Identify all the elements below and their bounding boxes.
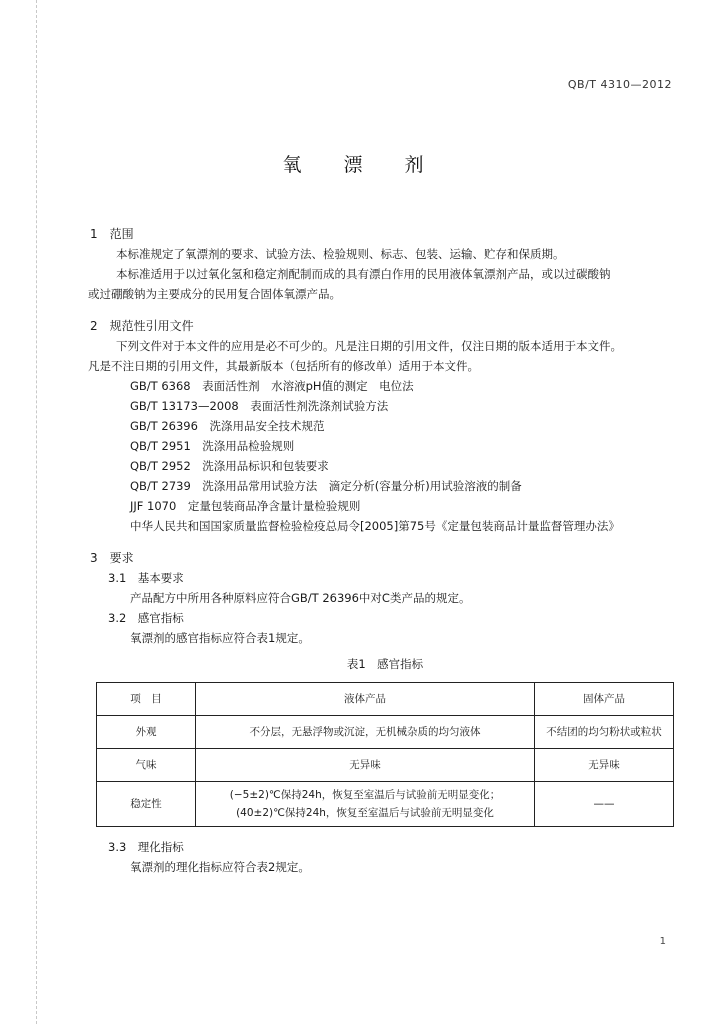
table-row (97, 749, 674, 782)
section-1-heading: 1 范围 (90, 227, 134, 241)
reference-item: QB/T 2951 洗涤用品检验规则 (130, 439, 295, 453)
section-3-3-body: 氧漂剂的理化指标应符合表2规定。 (130, 860, 310, 874)
table-row (97, 782, 674, 827)
section-3-1-body: 产品配方中所用各种原料应符合GB/T 26396中对C类产品的规定。 (130, 591, 471, 605)
section-1-paragraph-1: 本标准规定了氧漂剂的要求、试验方法、检验规则、标志、包装、运输、贮存和保质期。 (116, 247, 565, 261)
row-item: 气味 (97, 749, 196, 782)
section-3-heading: 3 要求 (90, 551, 134, 565)
standard-code: QB/T 4310—2012 (567, 78, 672, 91)
section-3-2-heading: 3.2 感官指标 (108, 611, 184, 625)
section-3-1-heading: 3.1 基本要求 (108, 571, 184, 585)
sensory-index-table (96, 682, 674, 827)
table-header-row (97, 683, 674, 716)
row-liquid: 不分层，无悬浮物或沉淀，无机械杂质的均匀液体 (196, 716, 535, 749)
document-title: 氧 漂 剂 (282, 154, 442, 176)
section-3-2-body: 氧漂剂的感官指标应符合表1规定。 (130, 631, 310, 645)
header-solid: 固体产品 (535, 683, 674, 716)
stability-line-1: (−5±2)℃保持24h，恢复至室温后与试验前无明显变化； (229, 789, 501, 801)
reference-item: JJF 1070 定量包装商品净含量计量检验规则 (130, 499, 361, 513)
header-liquid: 液体产品 (196, 683, 535, 716)
document-body (90, 224, 680, 877)
reference-item: 中华人民共和国国家质量监督检验检疫总局令[2005]第75号《定量包装商品计量监督管理办法》 (130, 519, 620, 533)
row-solid: —— (535, 782, 674, 827)
reference-item: QB/T 2952 洗涤用品标识和包装要求 (130, 459, 329, 473)
section-2-intro-a: 下列文件对于本文件的应用是必不可少的。凡是注日期的引用文件，仅注日期的版本适用于本文件。 (116, 339, 622, 353)
section-1-paragraph-2b: 或过硼酸钠为主要成分的民用复合固体氧漂产品。 (88, 287, 341, 301)
row-item: 稳定性 (97, 782, 196, 827)
header-item: 项 目 (97, 683, 196, 716)
page-number: 1 (659, 936, 666, 947)
table-1-caption: 表1 感官指标 (346, 657, 424, 671)
reference-item: GB/T 13173—2008 表面活性剂洗涤剂试验方法 (130, 399, 389, 413)
row-liquid (196, 782, 535, 827)
row-item: 外观 (97, 716, 196, 749)
row-solid: 不结团的均匀粉状或粒状 (535, 716, 674, 749)
section-1-paragraph-2a: 本标准适用于以过氧化氢和稳定剂配制而成的具有漂白作用的民用液体氧漂剂产品，或以过碳酸钠 (116, 267, 611, 281)
reference-item: GB/T 6368 表面活性剂 水溶液pH值的测定 电位法 (130, 379, 414, 393)
row-liquid: 无异味 (196, 749, 535, 782)
stability-line-2: (40±2)℃保持24h，恢复至室温后与试验前无明显变化 (236, 807, 494, 819)
reference-item: QB/T 2739 洗涤用品常用试验方法 滴定分析(容量分析)用试验溶液的制备 (130, 479, 522, 493)
section-2-intro-b: 凡是不注日期的引用文件，其最新版本（包括所有的修改单）适用于本文件。 (88, 359, 479, 373)
row-solid: 无异味 (535, 749, 674, 782)
reference-item: GB/T 26396 洗涤用品安全技术规范 (130, 419, 325, 433)
section-3-3-heading: 3.3 理化指标 (108, 840, 184, 854)
table-row (97, 716, 674, 749)
section-2-heading: 2 规范性引用文件 (90, 319, 194, 333)
